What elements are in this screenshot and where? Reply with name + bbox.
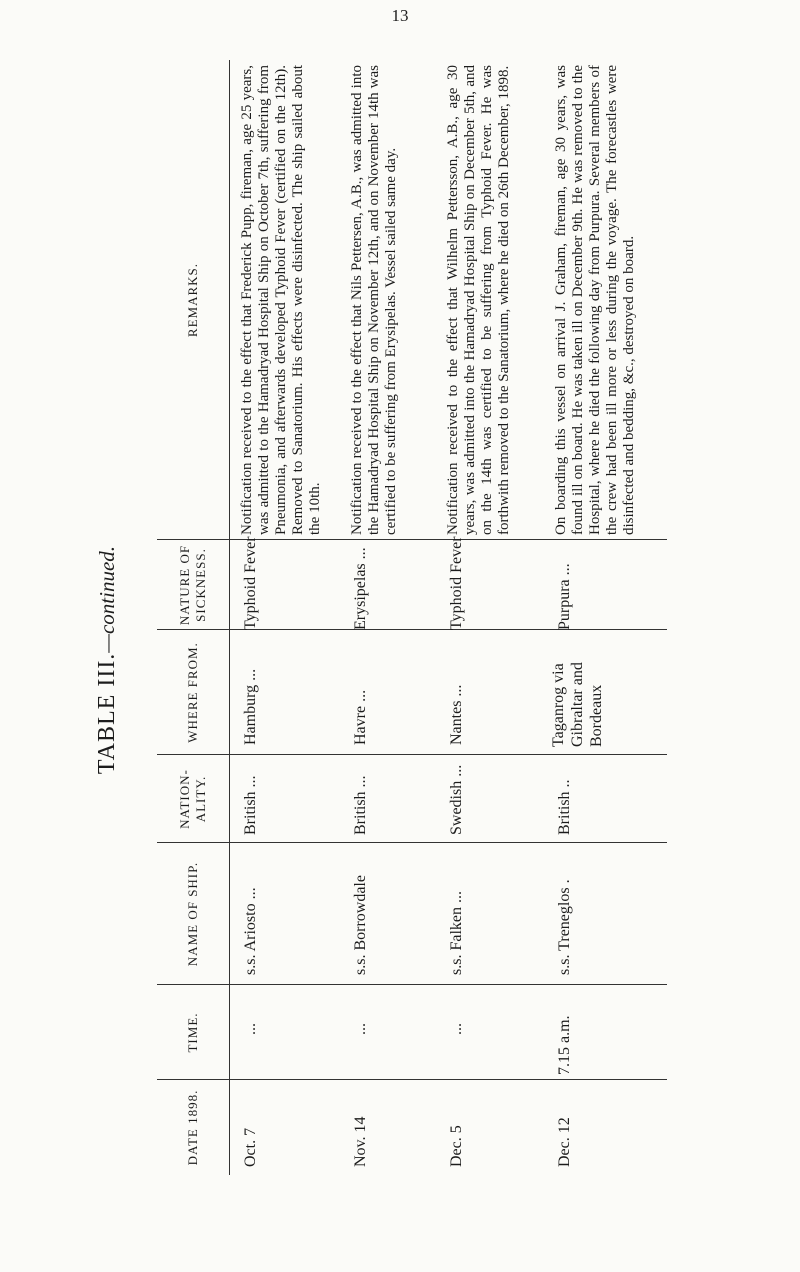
cell-where-from: Taganrog via Gibraltar and Bordeaux (550, 662, 605, 747)
cell-nationality: British ... (242, 775, 259, 835)
table-row (231, 60, 341, 1175)
header-ship: NAME OF SHIP. (185, 861, 200, 967)
cell-nationality: British ... (352, 775, 369, 835)
cell-ship: s.s. Ariosto ... (242, 887, 259, 975)
cell-date: Dec. 5 (448, 1125, 465, 1167)
caption-title: TABLE III. (94, 652, 120, 775)
cell-where-from: Havre ... (352, 689, 369, 745)
cell-date: Dec. 12 (556, 1117, 573, 1167)
header-remarks: REMARKS. (185, 262, 200, 338)
cell-sickness: Purpura ... (556, 563, 573, 630)
cell-remarks: On boarding this vessel on arrival J. Graham, fireman, age 30 years, was found ill on board. He was taken ill on December 9th. He was removed to the Hospital, where he died the following day from Purpura. Several members of the crew had been ill more or less during the voyage. The forecastles were disinfected and bedding, &c., destroyed on board. (553, 65, 637, 535)
cell-time: ... (352, 1023, 369, 1035)
cell-remarks: Notification received to the effect that Nils Pettersen, A.B., was admitted into the Hamadryad Hospital Ship on November 12th, and on November 14th was certified to be suffering from Erysipelas. Vessel sailed same day. (349, 65, 399, 535)
cell-sickness: Typhoid Fever (448, 536, 465, 630)
table-row (437, 60, 545, 1175)
table-caption (94, 360, 130, 960)
header-where-from: WHERE FROM. (185, 642, 200, 743)
table-row (341, 60, 437, 1175)
cell-ship: s.s. Treneglos . (556, 879, 573, 975)
cell-sickness: Typhoid Fever (242, 536, 259, 630)
cell-remarks: Notification received to the effect that Wilhelm Pettersson, A.B., age 30 years, was admitted into the Hamadryad Hospital Ship on December 5th, and on the 14th was certified to be suffering from Typhoid Fever. He was forthwith removed to the Sanatorium, where he died on 26th December, 1898. (445, 65, 512, 535)
table-header-row (157, 60, 230, 1175)
cell-remarks: Notification received to the effect that Frederick Pupp, fireman, age 25 years, was admitted to the Hamadryad Hospital Ship on October 7th, suffering from Pneumonia, and afterwards developed Typhoid Fever (certified on the 12th). Removed to Sanatorium. His effects were disinfected. The ship sailed about the 10th. (239, 65, 323, 535)
cell-where-from: Hamburg ... (242, 668, 259, 745)
header-date: DATE 1898. (185, 1089, 200, 1166)
cell-ship: s.s. Borrowdale (352, 875, 369, 975)
cell-time: 7.15 a.m. (556, 1015, 573, 1075)
cell-nationality: Swedish ... (448, 764, 465, 835)
cell-nationality: British .. (556, 779, 573, 835)
header-nationality: NATION- ALITY. (177, 769, 208, 829)
cell-date: Nov. 14 (352, 1116, 369, 1167)
cell-sickness: Erysipelas ... (352, 547, 369, 630)
cell-time: ... (448, 1023, 465, 1035)
header-sickness: NATURE OF SICKNESS. (177, 544, 208, 626)
cell-date: Oct. 7 (242, 1127, 259, 1167)
table-row (545, 60, 667, 1175)
header-time: TIME. (185, 1012, 200, 1053)
caption-suffix: —continued. (95, 545, 119, 653)
cell-where-from: Nantes ... (448, 684, 465, 745)
sickness-table (157, 60, 667, 1175)
cell-ship: s.s. Falken ... (448, 891, 465, 975)
page-number: 13 (391, 6, 409, 25)
cell-time: ... (242, 1023, 259, 1035)
